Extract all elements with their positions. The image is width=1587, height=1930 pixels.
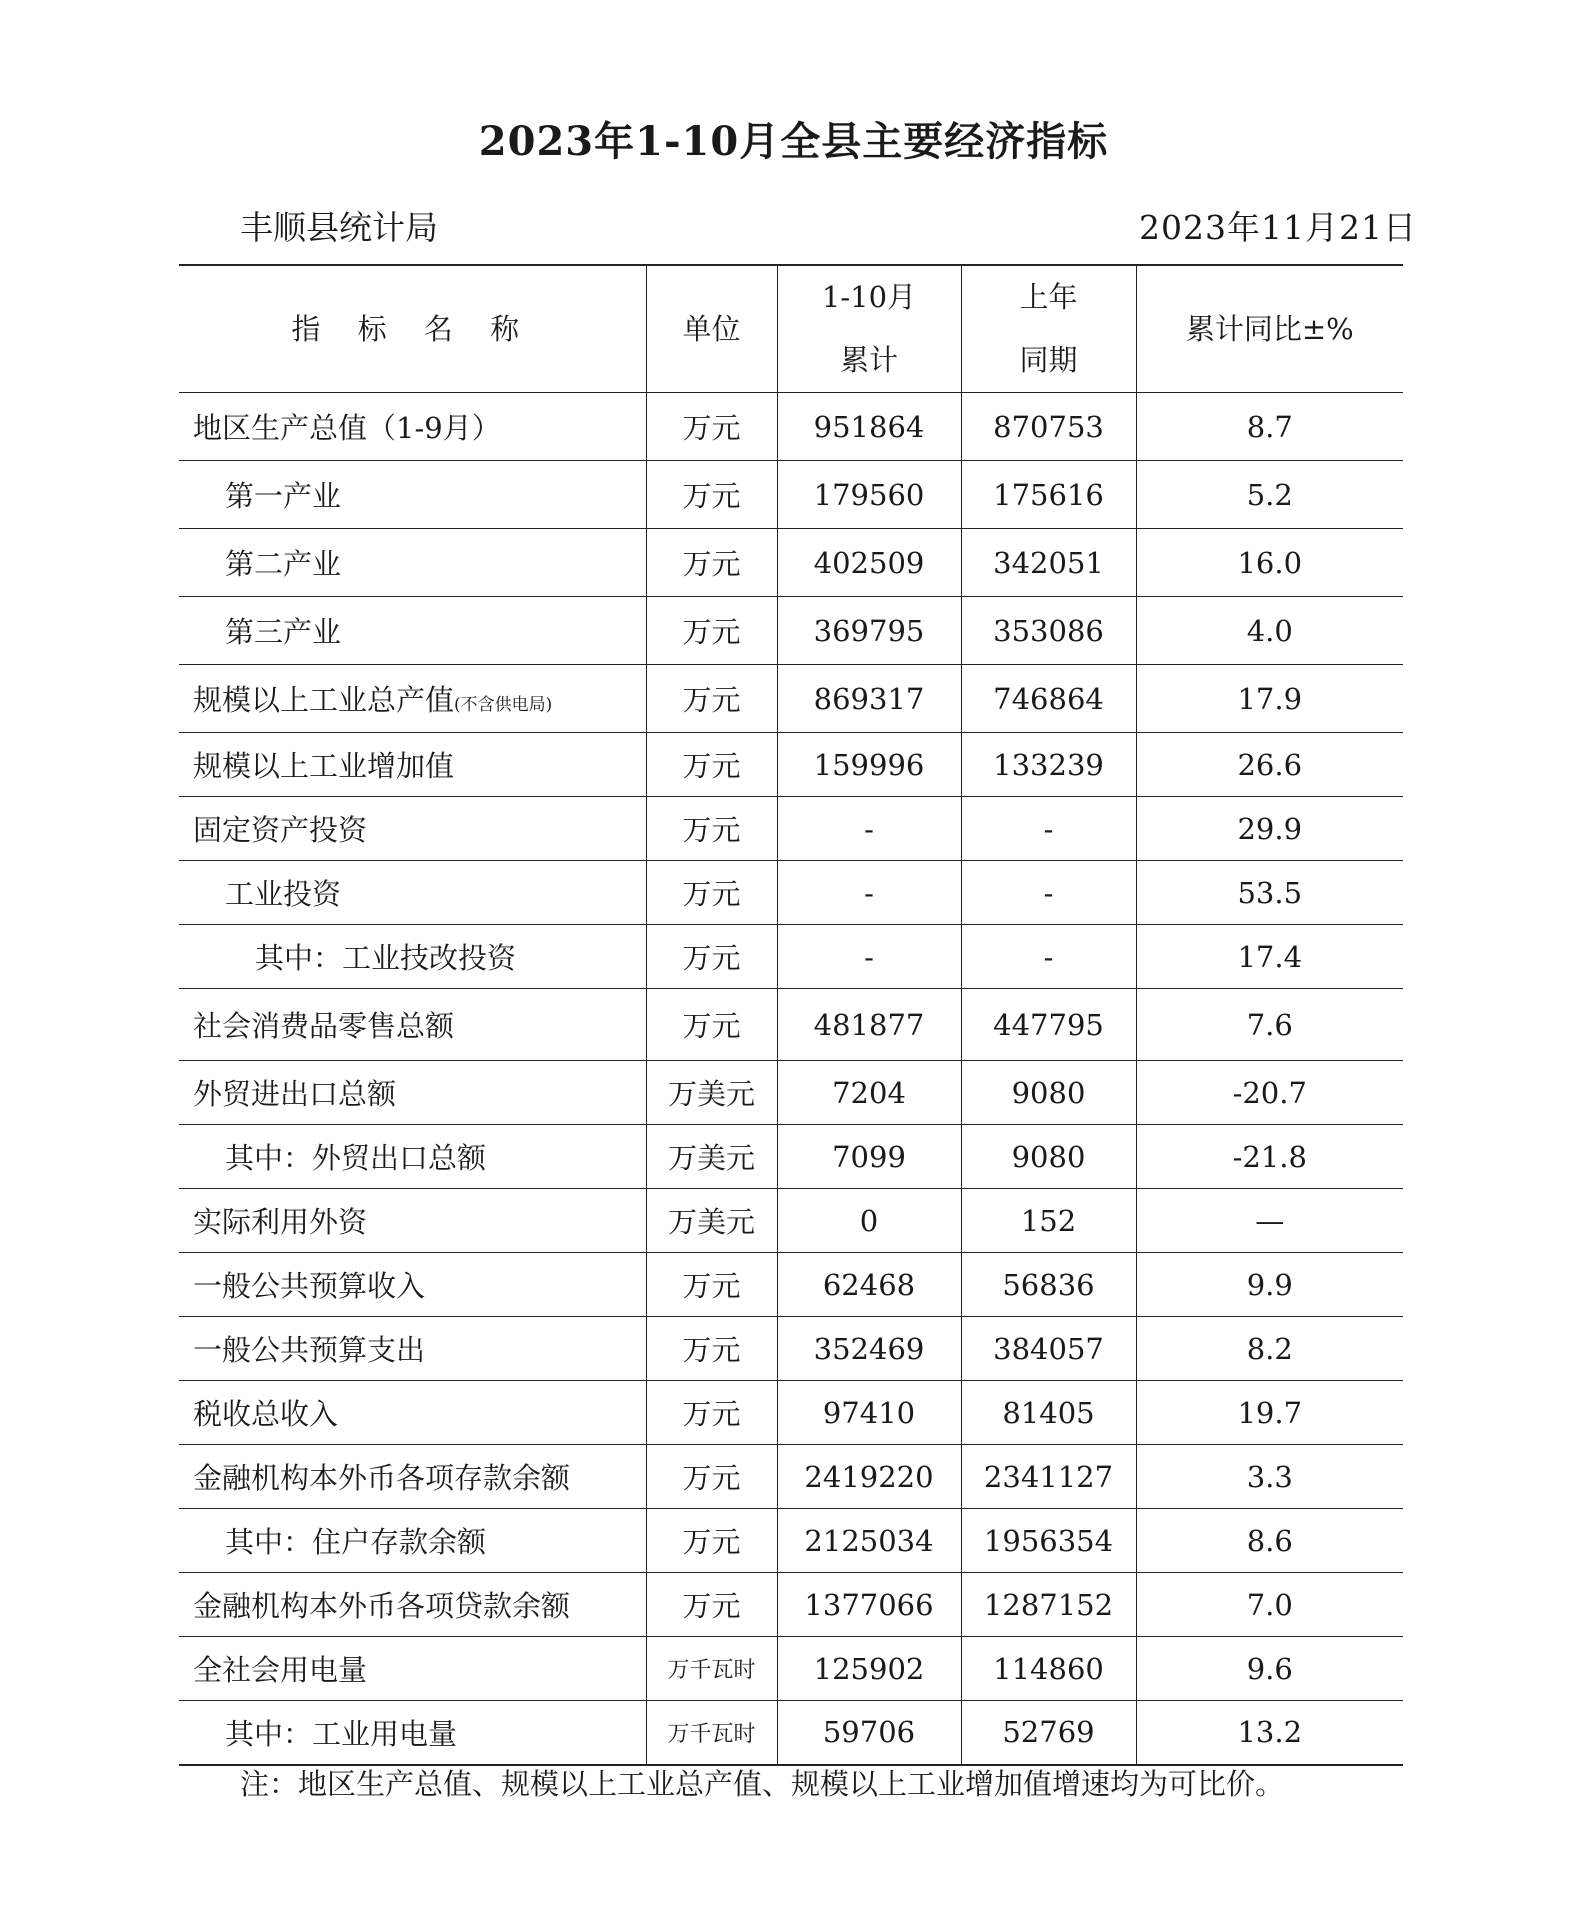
indicator-name: 一般公共预算收入 [193, 1269, 426, 1303]
indicator-name: 金融机构本外币各项存款余额 [193, 1461, 571, 1495]
previous-value: 133239 [961, 733, 1136, 797]
previous-value: 353086 [961, 597, 1136, 665]
indicator-name: 实际利用外资 [193, 1205, 368, 1239]
current-value: - [777, 797, 961, 861]
unit-cell: 万元 [646, 393, 777, 461]
indicator-name: 其中：住户存款余额 [225, 1525, 487, 1559]
current-value: 2125034 [777, 1509, 961, 1573]
growth-value: 8.6 [1136, 1509, 1403, 1573]
current-value: 1377066 [777, 1573, 961, 1637]
unit-cell: 万元 [646, 925, 777, 989]
organization: 丰顺县统计局 [240, 208, 438, 247]
unit-cell: 万元 [646, 461, 777, 529]
previous-value: 152 [961, 1189, 1136, 1253]
current-value: 369795 [777, 597, 961, 665]
previous-value: 81405 [961, 1381, 1136, 1445]
current-value: 481877 [777, 989, 961, 1061]
header-unit: 单位 [646, 265, 777, 393]
growth-value: 29.9 [1136, 797, 1403, 861]
growth-value: -20.7 [1136, 1061, 1403, 1125]
growth-value: — [1136, 1189, 1403, 1253]
table-row [179, 1445, 1403, 1509]
unit-cell: 万元 [646, 1445, 777, 1509]
indicator-name: 规模以上工业增加值 [193, 749, 455, 783]
header-previous: 上年 同期 [961, 265, 1136, 393]
indicator-name: 其中：工业用电量 [225, 1716, 458, 1751]
previous-value: 1287152 [961, 1573, 1136, 1637]
growth-value: 17.9 [1136, 665, 1403, 733]
previous-value: 2341127 [961, 1445, 1136, 1509]
current-value: 97410 [777, 1381, 961, 1445]
growth-value: 4.0 [1136, 597, 1403, 665]
table-row [179, 989, 1403, 1061]
growth-value: 13.2 [1136, 1701, 1403, 1765]
footnote: 注：地区生产总值、规模以上工业总产值、规模以上工业增加值增速均为可比价。 [240, 1767, 1285, 1801]
header-name: 指 标 名 称 [291, 311, 534, 346]
previous-value: - [961, 925, 1136, 989]
indicator-name: 社会消费品零售总额 [193, 1009, 455, 1043]
table-row [179, 925, 1403, 989]
current-value: 352469 [777, 1317, 961, 1381]
table-row [179, 1509, 1403, 1573]
table-row [179, 665, 1403, 733]
header-growth: 累计同比±% [1136, 265, 1403, 393]
current-value: 7204 [777, 1061, 961, 1125]
table-row [179, 1637, 1403, 1701]
table-header-row [179, 265, 1403, 393]
previous-value: 746864 [961, 665, 1136, 733]
indicator-note: (不含供电局) [454, 695, 553, 715]
unit-cell: 万元 [646, 733, 777, 797]
previous-value: 56836 [961, 1253, 1136, 1317]
table-row [179, 1061, 1403, 1125]
current-value: 59706 [777, 1701, 961, 1765]
indicator-name: 固定资产投资 [193, 813, 368, 847]
page-title: 2023年1-10月全县主要经济指标 [478, 118, 1109, 165]
current-value: 951864 [777, 393, 961, 461]
growth-value: 19.7 [1136, 1381, 1403, 1445]
unit-cell: 万元 [646, 1381, 777, 1445]
current-value: 62468 [777, 1253, 961, 1317]
unit-cell: 万元 [646, 861, 777, 925]
unit-cell: 万元 [646, 1317, 777, 1381]
growth-value: 9.6 [1136, 1637, 1403, 1701]
unit-cell: 万元 [646, 597, 777, 665]
current-value: 869317 [777, 665, 961, 733]
indicator-name: 第二产业 [225, 547, 342, 581]
indicator-name: 规模以上工业总产值(不含供电局) [193, 683, 553, 717]
previous-value: 9080 [961, 1125, 1136, 1189]
previous-value: 52769 [961, 1701, 1136, 1765]
header-current: 1-10月 累计 [777, 265, 961, 393]
growth-value: 16.0 [1136, 529, 1403, 597]
table-row [179, 597, 1403, 665]
table-row [179, 1125, 1403, 1189]
previous-value: 175616 [961, 461, 1136, 529]
growth-value: -21.8 [1136, 1125, 1403, 1189]
previous-value: 384057 [961, 1317, 1136, 1381]
previous-value: 114860 [961, 1637, 1136, 1701]
table-row [179, 1701, 1403, 1765]
growth-value: 17.4 [1136, 925, 1403, 989]
growth-value: 3.3 [1136, 1445, 1403, 1509]
table-row [179, 1573, 1403, 1637]
growth-value: 53.5 [1136, 861, 1403, 925]
table-row [179, 529, 1403, 597]
indicator-table [179, 264, 1403, 1766]
growth-value: 26.6 [1136, 733, 1403, 797]
previous-value: 1956354 [961, 1509, 1136, 1573]
growth-value: 5.2 [1136, 461, 1403, 529]
table-row [179, 1317, 1403, 1381]
current-value: 2419220 [777, 1445, 961, 1509]
previous-value: 342051 [961, 529, 1136, 597]
unit-cell: 万千瓦时 [646, 1637, 777, 1701]
indicator-name: 税收总收入 [193, 1397, 339, 1431]
unit-cell: 万美元 [646, 1125, 777, 1189]
growth-value: 8.7 [1136, 393, 1403, 461]
growth-value: 8.2 [1136, 1317, 1403, 1381]
indicator-name: 一般公共预算支出 [193, 1333, 426, 1367]
unit-cell: 万元 [646, 989, 777, 1061]
table-row [179, 1189, 1403, 1253]
previous-value: 870753 [961, 393, 1136, 461]
current-value: 7099 [777, 1125, 961, 1189]
current-value: 159996 [777, 733, 961, 797]
current-value: 0 [777, 1189, 961, 1253]
previous-value: 447795 [961, 989, 1136, 1061]
indicator-name: 工业投资 [225, 877, 342, 911]
unit-cell: 万元 [646, 1573, 777, 1637]
unit-cell: 万千瓦时 [646, 1701, 777, 1765]
indicator-name: 第一产业 [225, 479, 342, 513]
unit-cell: 万元 [646, 529, 777, 597]
indicator-name: 金融机构本外币各项贷款余额 [193, 1589, 571, 1623]
growth-value: 9.9 [1136, 1253, 1403, 1317]
table-row [179, 733, 1403, 797]
table-row [179, 797, 1403, 861]
unit-cell: 万美元 [646, 1189, 777, 1253]
indicator-name: 外贸进出口总额 [193, 1077, 397, 1111]
current-value: - [777, 925, 961, 989]
table-row [179, 861, 1403, 925]
growth-value: 7.6 [1136, 989, 1403, 1061]
indicator-name: 其中：外贸出口总额 [225, 1141, 487, 1175]
unit-cell: 万元 [646, 797, 777, 861]
previous-value: 9080 [961, 1061, 1136, 1125]
current-value: - [777, 861, 961, 925]
growth-value: 7.0 [1136, 1573, 1403, 1637]
unit-cell: 万美元 [646, 1061, 777, 1125]
table-row [179, 461, 1403, 529]
current-value: 125902 [777, 1637, 961, 1701]
indicator-name: 全社会用电量 [193, 1653, 368, 1687]
unit-cell: 万元 [646, 1253, 777, 1317]
indicator-name: 地区生产总值（1-9月） [193, 411, 501, 445]
table-row [179, 1253, 1403, 1317]
previous-value: - [961, 797, 1136, 861]
unit-cell: 万元 [646, 1509, 777, 1573]
unit-cell: 万元 [646, 665, 777, 733]
table-row [179, 393, 1403, 461]
previous-value: - [961, 861, 1136, 925]
table-row [179, 1381, 1403, 1445]
current-value: 402509 [777, 529, 961, 597]
current-value: 179560 [777, 461, 961, 529]
report-date: 2023年11月21日 [1139, 208, 1417, 247]
indicator-name: 其中：工业技改投资 [255, 941, 517, 975]
indicator-name: 第三产业 [225, 615, 342, 649]
